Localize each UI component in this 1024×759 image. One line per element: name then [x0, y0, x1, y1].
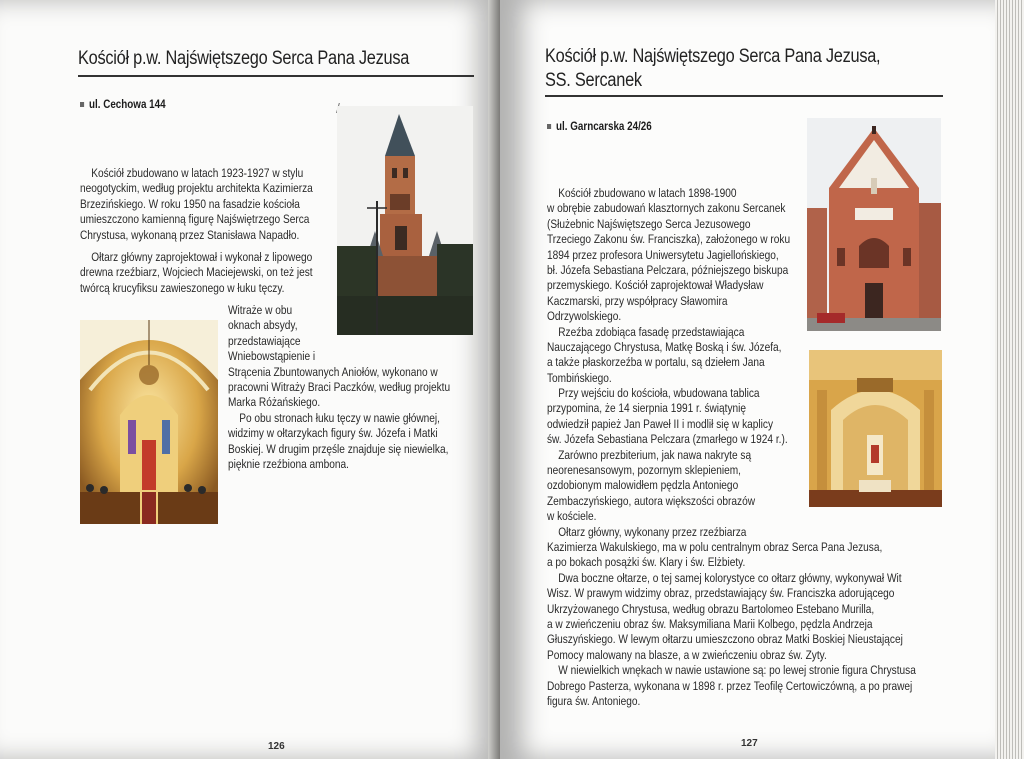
text-line: drewna rzeźbiarz, Wojciech Maciejewski, on też jest	[80, 265, 313, 280]
text-line: Marka Różańskiego.	[228, 395, 321, 410]
text-line: Strącenia Zbuntowanych Aniołów, wykonano w	[228, 364, 438, 379]
text-line: Brzezińskiego. W roku 1950 na fasadzie kościoła	[80, 196, 300, 211]
bullet-icon	[547, 124, 551, 129]
left-address-text: ul. Cechowa 144	[89, 97, 166, 111]
text-line: Ołtarz główny, wykonany przez rzeźbiarza	[547, 524, 747, 539]
right-page-title-line2: SS. Sercanek	[545, 70, 642, 91]
left-page	[0, 0, 498, 759]
text-line: Wisz. W prawym widzimy obraz, przedstawiający św. Franciszka adorującego	[547, 586, 895, 601]
text-line: Boskiej. W drugim przęśle znajduje się niewielka,	[228, 441, 449, 456]
text-line: przemyskiego. Kościół zaprojektował Władysław	[547, 278, 764, 293]
left-page-number: 126	[268, 741, 285, 752]
text-line: Tombińskiego.	[547, 370, 612, 385]
left-title-rule	[78, 75, 474, 77]
text-line: Ołtarz główny zaprojektował i wykonał z lipowego	[80, 250, 313, 264]
text-line: 1894 przez profesora Uniwersytetu Jagiellońskiego,	[547, 247, 779, 262]
text-line: ozdobionym malowidłem pędzla Antoniego	[547, 478, 739, 493]
bullet-icon	[80, 102, 84, 107]
text-line: W niewielkich wnękach w nawie ustawione są: po lewej stronie figura Chrystusa	[547, 663, 916, 678]
text-line: Kaczmarski, przy współpracy Sławomira	[547, 293, 728, 308]
left-paragraph-3-narrow	[228, 303, 496, 472]
text-line: Trzeciego Zakonu św. Franciszka), założonego w roku	[547, 232, 791, 247]
text-line: Zembaczyńskiego, autora większości obrazów	[547, 493, 756, 508]
right-page-title-line1: Kościół p.w. Najświętszego Serca Pana Jezusa,	[545, 46, 881, 67]
left-paragraph-1	[80, 166, 360, 243]
text-line: (Służebnic Najświętszego Serca Jezusowego	[547, 216, 751, 231]
text-line: Zarówno prezbiterium, jak nawa nakryte są	[547, 447, 752, 462]
text-line: Ukrzyżowanego Chrystusa, według obrazu Bartolomeo Estebano Murilla,	[547, 601, 875, 616]
text-line: Kościół zbudowano w latach 1898-1900	[547, 186, 737, 200]
text-line: twórcą krucyfiksu zawieszonego w łuku tęczy.	[80, 280, 285, 295]
text-line: a po bokach posążki św. Klary i św. Elżbiety.	[547, 555, 746, 570]
text-line: oknach absydy,	[228, 318, 298, 333]
page-edges	[995, 0, 1024, 759]
text-line: Wniebowstąpienie i	[228, 349, 316, 364]
text-line: pięknie rzeźbiona ambona.	[228, 456, 349, 471]
interior-nave-illustration	[80, 320, 218, 524]
left-paragraph-2	[80, 250, 360, 296]
text-line: Nauczającego Chrystusa, Matkę Boską i św. Józefa,	[547, 339, 782, 354]
text-line: Pomocy malowany na blasze, a w zwieńczeniu obraz św. Zyty.	[547, 647, 827, 662]
text-line: św. Józefa Sebastiana Pelczara (zmarłego w 1924 r.).	[547, 432, 788, 447]
text-line: Rzeźba zdobiąca fasadę przedstawiająca	[547, 324, 745, 339]
text-line: a także płaskorzeźba w portalu, są dziełem Jana	[547, 355, 765, 370]
left-page-title: Kościół p.w. Najświętszego Serca Pana Jezusa	[78, 48, 410, 69]
right-address	[547, 119, 652, 133]
text-line: Po obu stronach łuku tęczy w nawie głównej,	[228, 410, 440, 425]
text-line: Głuszyńskiego. W lewym ołtarzu umieszczono obraz Matki Boskiej Nieustającej	[547, 632, 903, 647]
text-line: widzimy w ołtarzykach figury św. Józefa i Matki	[228, 426, 438, 441]
text-line: Chrystusa, wykonaną przez Stanisława Napadło.	[80, 227, 300, 242]
church-interior-photo	[80, 320, 218, 524]
text-line: przedstawiające	[228, 333, 301, 348]
right-address-text: ul. Garncarska 24/26	[556, 119, 652, 133]
right-title-rule	[545, 95, 943, 97]
left-address	[80, 97, 166, 111]
text-line: figura św. Antoniego.	[547, 693, 641, 708]
text-line: a w zwieńczeniu obraz św. Maksymiliana Marii Kolbego, pędzla Andrzeja	[547, 616, 873, 631]
text-line: w kościele.	[547, 509, 597, 524]
text-line: Dwa boczne ołtarze, o tej samej kolorystyce co ołtarz główny, wykonywał Wit	[547, 570, 902, 585]
text-line: Kościół zbudowano w latach 1923-1927 w stylu	[80, 166, 304, 180]
text-line: pracowni Witraży Braci Paczków, według projektu	[228, 379, 451, 394]
right-page	[500, 0, 995, 759]
text-line: neogotyckim, według projektu architekta Kazimierza	[80, 181, 313, 196]
text-line: Witraże w obu	[228, 303, 293, 317]
text-line: odwiedził papież Jan Paweł II i modlił się w kaplicy	[547, 416, 774, 431]
text-line: Odrzywolskiego.	[547, 309, 622, 324]
text-line: Kazimierza Wakulskiego, ma w polu centralnym obraz Serca Pana Jezusa,	[547, 539, 883, 554]
text-line: Dobrego Pasterza, wykonana w 1898 r. przez Teofilę Certowiczówną, a po prawej	[547, 678, 913, 693]
text-line: Przy wejściu do kościoła, wbudowana tablica	[547, 386, 760, 401]
text-line: w obrębie zabudowań klasztornych zakonu Sercanek	[547, 201, 786, 216]
text-line: bł. Józefa Sebastiana Pelczara, późniejszego biskupa	[547, 262, 789, 277]
text-line: przypomina, że 14 sierpnia 1991 r. świątynię	[547, 401, 747, 416]
text-line: neorenesansowym, pozornym sklepieniem,	[547, 463, 741, 478]
right-body-text	[547, 186, 991, 709]
right-page-number: 127	[741, 738, 758, 749]
text-line: umieszczono kamienną figurę Najświętrzego Serca	[80, 212, 310, 227]
